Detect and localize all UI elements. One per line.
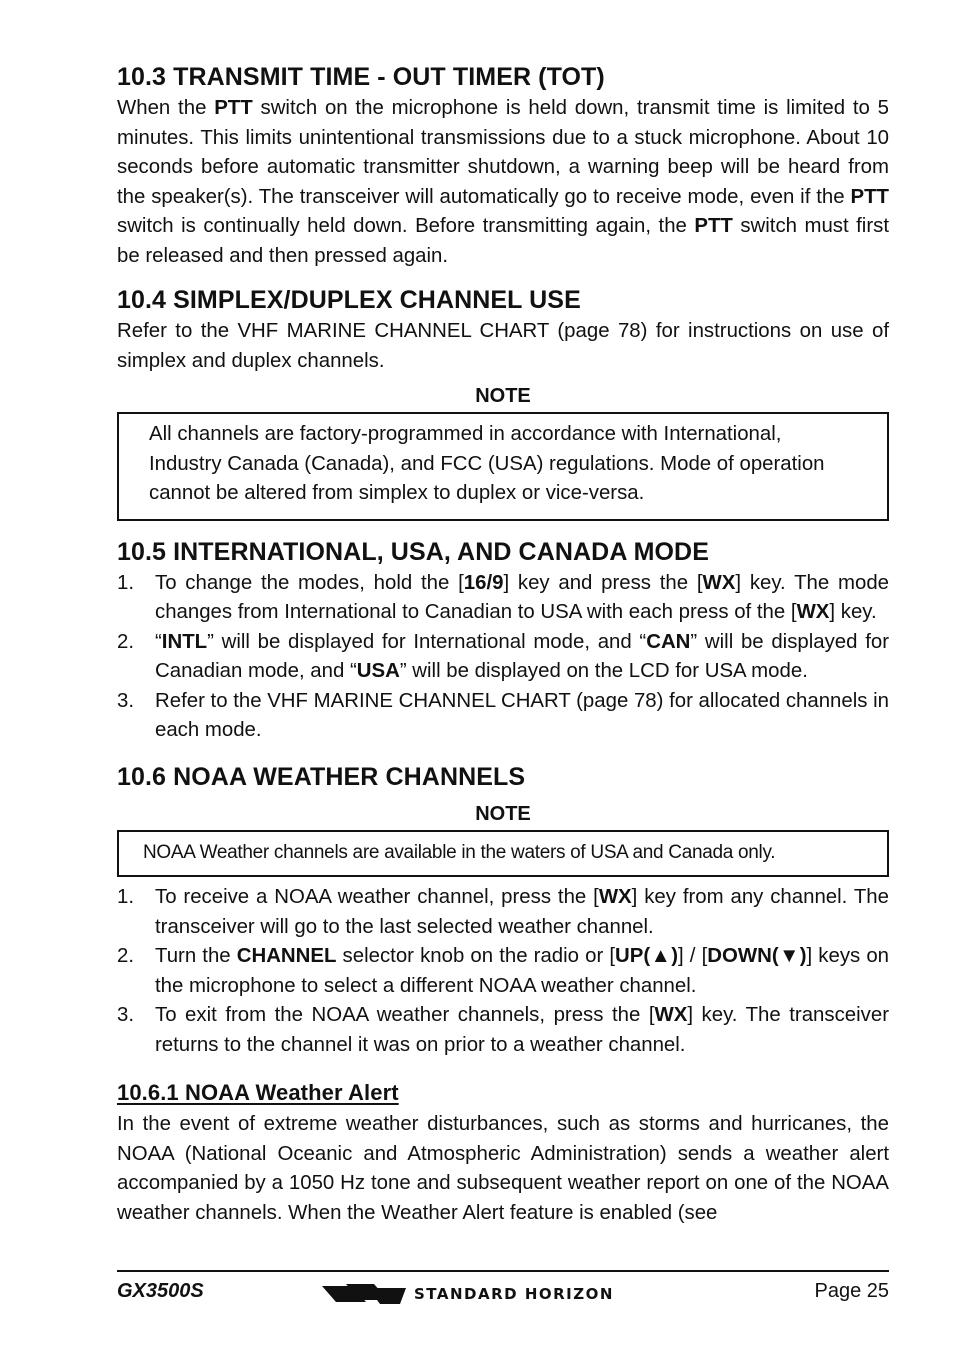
list-item: 2. Turn the CHANNEL selector knob on the radio or [UP(▲)] / [DOWN(▼)] keys on the microphone to select a different NOAA weather channel. bbox=[117, 945, 890, 997]
section-heading-10-3: 10.3 TRANSMIT TIME - OUT TIMER (TOT) bbox=[117, 63, 605, 91]
section-10-4-paragraph: Refer to the VHF MARINE CHANNEL CHART (page 78) for instructions on use of simplex and duplex channels. bbox=[117, 320, 889, 372]
note-text: NOAA Weather channels are available in the waters of USA and Canada only. bbox=[143, 841, 776, 863]
subsection-10-6-1-paragraph: In the event of extreme weather disturbances, such as storms and hurricanes, the NOAA (National Oceanic and Atmospheric Administration) sends a weather alert accompanied by a 1050 Hz tone and subsequent weather report on one of the NOAA weather channels. When the Weather Alert feature is enabled (see bbox=[117, 1113, 889, 1224]
brand-logo bbox=[322, 1282, 614, 1306]
section-heading-10-4: 10.4 SIMPLEX/DUPLEX CHANNEL USE bbox=[117, 286, 581, 314]
subsection-heading-10-6-1: 10.6.1 NOAA Weather Alert bbox=[117, 1080, 399, 1105]
page-footer bbox=[117, 1270, 889, 1322]
note-box bbox=[117, 830, 889, 878]
note-text: All channels are factory-programmed in accordance with International, Industry Canada (Canada), and FCC (USA) regulations. Mode of operation cannot be altered from simplex to duplex or vice-versa. bbox=[149, 423, 825, 504]
mode-steps-list bbox=[117, 569, 889, 746]
list-item: 2. “INTL” will be displayed for International mode, and “CAN” will be displayed for Canadian mode, and “USA” will be displayed on the LCD for USA mode. bbox=[117, 630, 889, 682]
page-number: Page 25 bbox=[814, 1280, 889, 1302]
standard-horizon-logo-icon bbox=[322, 1282, 406, 1306]
note-label: NOTE bbox=[475, 385, 531, 407]
section-heading-10-5: 10.5 INTERNATIONAL, USA, AND CANADA MODE bbox=[117, 537, 709, 566]
model-name: GX3500S bbox=[117, 1280, 204, 1302]
section-heading-10-6: 10.6 NOAA WEATHER CHANNELS bbox=[117, 762, 526, 791]
list-item: 1. To receive a NOAA weather channel, press the [WX] key from any channel. The transceiver will go to the last selected weather channel. bbox=[117, 886, 889, 938]
list-item: 3. Refer to the VHF MARINE CHANNEL CHART (page 78) for allocated channels in each mode. bbox=[117, 689, 889, 741]
list-item: 1. To change the modes, hold the [16/9] key and press the [WX] key. The mode changes from International to Canadian to USA with each press of the [WX] key. bbox=[117, 571, 890, 623]
weather-steps-list bbox=[117, 883, 889, 1060]
note-box bbox=[117, 412, 889, 521]
note-label: NOTE bbox=[475, 802, 531, 825]
brand-name: STANDARD HORIZON bbox=[414, 1285, 614, 1303]
list-item: 3. To exit from the NOAA weather channels, press the [WX] key. The transceiver returns to the channel it was on prior to a weather channel. bbox=[117, 1004, 889, 1056]
section-10-3-paragraph: When the PTT switch on the microphone is held down, transmit time is limited to 5 minutes. This limits unintentional transmissions due to a stuck microphone. About 10 seconds before automatic transmitter shutdown, a warning beep will be heard from the speaker(s). The transceiver will automatically go to receive mode, even if the PTT switch is continually held down. Before transmitting again, the PTT switch must first be released and then pressed again. bbox=[117, 97, 889, 267]
page-body bbox=[117, 0, 889, 1228]
